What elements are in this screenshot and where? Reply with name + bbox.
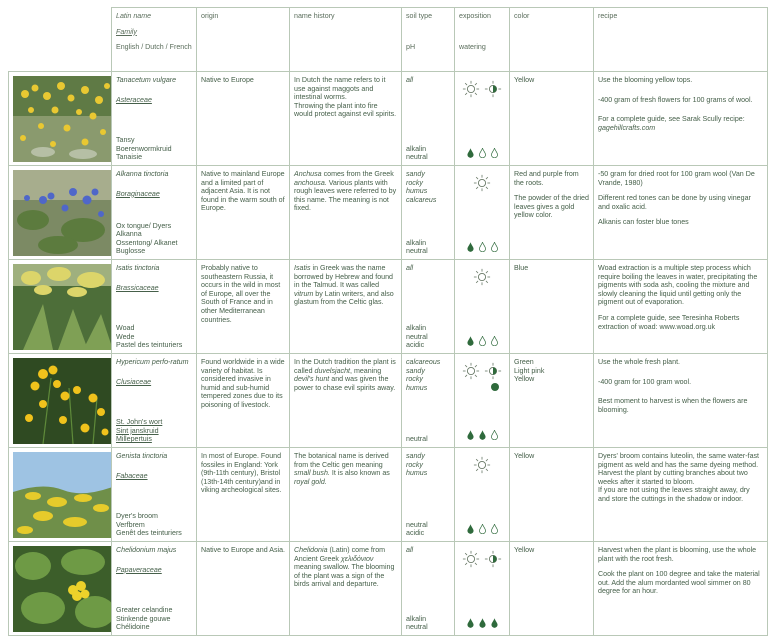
drop-filled-icon bbox=[479, 430, 486, 440]
color-cell: Yellow bbox=[510, 448, 594, 542]
plant-photo-st-johns-wort bbox=[9, 354, 112, 448]
drop-empty-icon bbox=[479, 242, 486, 252]
origin-cell: Native to Europe bbox=[197, 72, 290, 166]
drop-filled-icon bbox=[479, 618, 486, 628]
recipe-cell: -50 gram for dried root for 100 gram wool (Van De Vrande, 1980) Different red tones can be done by using vinegar and oxalic acid. Alkanis can foster blue tones bbox=[594, 166, 768, 260]
exposition-cell bbox=[455, 542, 510, 636]
sun-icon bbox=[462, 80, 480, 98]
recipe-cell: Woad extraction is a multiple step process which require boiling the leaves in water, precipitating the pigments with soda ash, cooling the mixture and slowly cleaning the liquid until getting only the pigment out of evaporation. For a complete guide, see Teresinha Roberts extraction of woad: www.woad.org.uk bbox=[594, 260, 768, 354]
color-cell: Blue bbox=[510, 260, 594, 354]
plant-name-cell: Tanacetum vulgare Asteraceae Tansy Boerenwormkruid Tanaisie bbox=[112, 72, 197, 166]
tansy-image bbox=[13, 76, 112, 162]
plant-row bbox=[9, 72, 768, 166]
drop-empty-icon bbox=[491, 148, 498, 158]
drop-empty-icon bbox=[479, 148, 486, 158]
history-cell: Anchusa comes from the Greek anchousa. Various plants with rough leaves were referred to by this name. The meaning is not fixed. bbox=[290, 166, 402, 260]
header-exposition: exposition watering bbox=[455, 8, 510, 72]
plant-name-cell: Alkanna tinctoria Boraginaceae Ox tongue/ Dyers Alkanna Ossentong/ Alkanet Buglosse bbox=[112, 166, 197, 260]
drop-filled-icon bbox=[467, 618, 474, 628]
drop-filled-icon bbox=[467, 242, 474, 252]
header-name-history: name history bbox=[290, 8, 402, 72]
exposition-cell bbox=[455, 260, 510, 354]
plant-row bbox=[9, 448, 768, 542]
origin-cell: In most of Europe. Found fossiles in England: York (9th-11th century), Bristol (13th-14th century)and in viking archeological sites. bbox=[197, 448, 290, 542]
sun-icon bbox=[473, 268, 491, 286]
header-row bbox=[9, 8, 768, 72]
plant-photo-greater-celandine bbox=[9, 542, 112, 636]
woad-image bbox=[13, 264, 112, 350]
half-sun-icon bbox=[484, 362, 502, 380]
plant-photo-woad bbox=[9, 260, 112, 354]
plant-photo-dyers-broom bbox=[9, 448, 112, 542]
soil-cell: sandy rocky humus neutral acidic bbox=[402, 448, 455, 542]
header-corner bbox=[9, 8, 112, 72]
plant-row bbox=[9, 542, 768, 636]
drop-empty-icon bbox=[479, 336, 486, 346]
plant-row bbox=[9, 260, 768, 354]
sun-icon bbox=[473, 456, 491, 474]
header-origin: origin bbox=[197, 8, 290, 72]
recipe-cell: Dyers' broom contains luteolin, the same water-fast pigment as weld and has the same dyeing method. Harvest the plant by cutting branches about two weeks after it started to bloom. If you are not using the leaves straight away, dry and store the cuttings in the shadow or indoor. bbox=[594, 448, 768, 542]
plant-name-cell: Genista tinctoria Fabaceae Dyer's broom Verfbrem Genêt des teinturiers bbox=[112, 448, 197, 542]
soil-cell: calcareous sandy rocky humus neutral bbox=[402, 354, 455, 448]
exposition-cell bbox=[455, 72, 510, 166]
drop-filled-icon bbox=[467, 336, 474, 346]
exposition-cell bbox=[455, 166, 510, 260]
dye-plant-table bbox=[8, 7, 768, 636]
soil-cell: all alkalin neutral acidic bbox=[402, 260, 455, 354]
plant-photo-tansy bbox=[9, 72, 112, 166]
half-sun-icon bbox=[484, 80, 502, 98]
recipe-cell: Use the whole fresh plant. -400 gram for 100 gram wool. Best moment to harvest is when the flowers are blooming. bbox=[594, 354, 768, 448]
drop-empty-icon bbox=[491, 524, 498, 534]
drop-filled-icon bbox=[491, 618, 498, 628]
drop-empty-icon bbox=[479, 524, 486, 534]
st-johns-wort-image bbox=[13, 358, 112, 444]
origin-cell: Probably native to southeastern Russia, it occurs in the wild in most of Europe, all over the South of France and in other Mediterranean countries. bbox=[197, 260, 290, 354]
sun-icon bbox=[462, 362, 480, 380]
sun-icon bbox=[473, 174, 491, 192]
recipe-link[interactable]: gagehillcrafts.com bbox=[598, 123, 656, 132]
dyers-broom-image bbox=[13, 452, 112, 538]
history-cell: The botanical name is derived from the Celtic gen meaning small bush. It is also known as royal gold. bbox=[290, 448, 402, 542]
origin-cell: Native to mainland Europe and a limited part of adjacent Asia. It is not found in the warm south of Europe. bbox=[197, 166, 290, 260]
drop-filled-icon bbox=[467, 148, 474, 158]
recipe-cell: Use the blooming yellow tops. -400 gram of fresh flowers for 100 grams of wool. For a complete guide, see Sarak Scully recipe: gagehillcrafts.com bbox=[594, 72, 768, 166]
color-cell: Green Light pink Yellow bbox=[510, 354, 594, 448]
alkanna-image bbox=[13, 170, 112, 256]
header-name: Latin name Family English / Dutch / French bbox=[112, 8, 197, 72]
drop-empty-icon bbox=[491, 430, 498, 440]
plant-name-cell: Chelidonium majus Papaveraceae Greater celandine Stinkende gouwe Chélidoine bbox=[112, 542, 197, 636]
history-cell: In the Dutch tradition the plant is called duvelsjacht, meaning devil's hunt and was given the power to chase evil spirits away. bbox=[290, 354, 402, 448]
color-cell: Yellow bbox=[510, 542, 594, 636]
color-cell: Red and purple from the roots. The powder of the dried leaves gives a gold yellow color. bbox=[510, 166, 594, 260]
origin-cell: Native to Europe and Asia. bbox=[197, 542, 290, 636]
drop-empty-icon bbox=[491, 242, 498, 252]
soil-cell: all alkalin neutral bbox=[402, 72, 455, 166]
color-cell: Yellow bbox=[510, 72, 594, 166]
plant-name-cell: Isatis tinctoria Brassicaceae Woad Wede Pastel des teinturiers bbox=[112, 260, 197, 354]
drop-empty-icon bbox=[491, 336, 498, 346]
drop-filled-icon bbox=[467, 524, 474, 534]
history-cell: Chelidonia (Latin) come from Ancient Greek χελιδόνιον meaning swallow. The blooming of the plant was a sign of the birds arrival and departure. bbox=[290, 542, 402, 636]
sun-icon bbox=[462, 550, 480, 568]
history-cell: Isatis in Greek was the name borrowed by Hebrew and found in the Talmud. It was called vitrum by Latin writers, and also glastum from the Celtic glas. bbox=[290, 260, 402, 354]
soil-cell: sandy rocky humus calcareus alkalin neutral bbox=[402, 166, 455, 260]
history-cell: In Dutch the name refers to it use against maggots and intestinal worms. Throwing the plant into fire would protect against evil spirits. bbox=[290, 72, 402, 166]
half-sun-icon bbox=[484, 550, 502, 568]
plant-row bbox=[9, 354, 768, 448]
shade-icon bbox=[489, 381, 501, 393]
plant-photo-alkanna bbox=[9, 166, 112, 260]
origin-cell: Found worldwide in a wide variety of habitat. Is considered invasive in humid and sub-humid tempered zones due to its poisoning of livestock. bbox=[197, 354, 290, 448]
drop-filled-icon bbox=[467, 430, 474, 440]
header-color: color bbox=[510, 8, 594, 72]
exposition-cell bbox=[455, 354, 510, 448]
plant-name-cell: Hypericum perfo-ratum Clusiaceae St. John's wort Sint janskruid Millepertuis bbox=[112, 354, 197, 448]
header-soil: soil type pH bbox=[402, 8, 455, 72]
exposition-cell bbox=[455, 448, 510, 542]
soil-cell: all alkalin neutral bbox=[402, 542, 455, 636]
greater-celandine-image bbox=[13, 546, 112, 632]
plant-row bbox=[9, 166, 768, 260]
header-recipe: recipe bbox=[594, 8, 768, 72]
recipe-cell: Harvest when the plant is blooming, use the whole plant with the root fresh. Cook the plant on 100 degree and take the material out. Add the alum mordanted wool simmer on 80 degree for an hour. bbox=[594, 542, 768, 636]
